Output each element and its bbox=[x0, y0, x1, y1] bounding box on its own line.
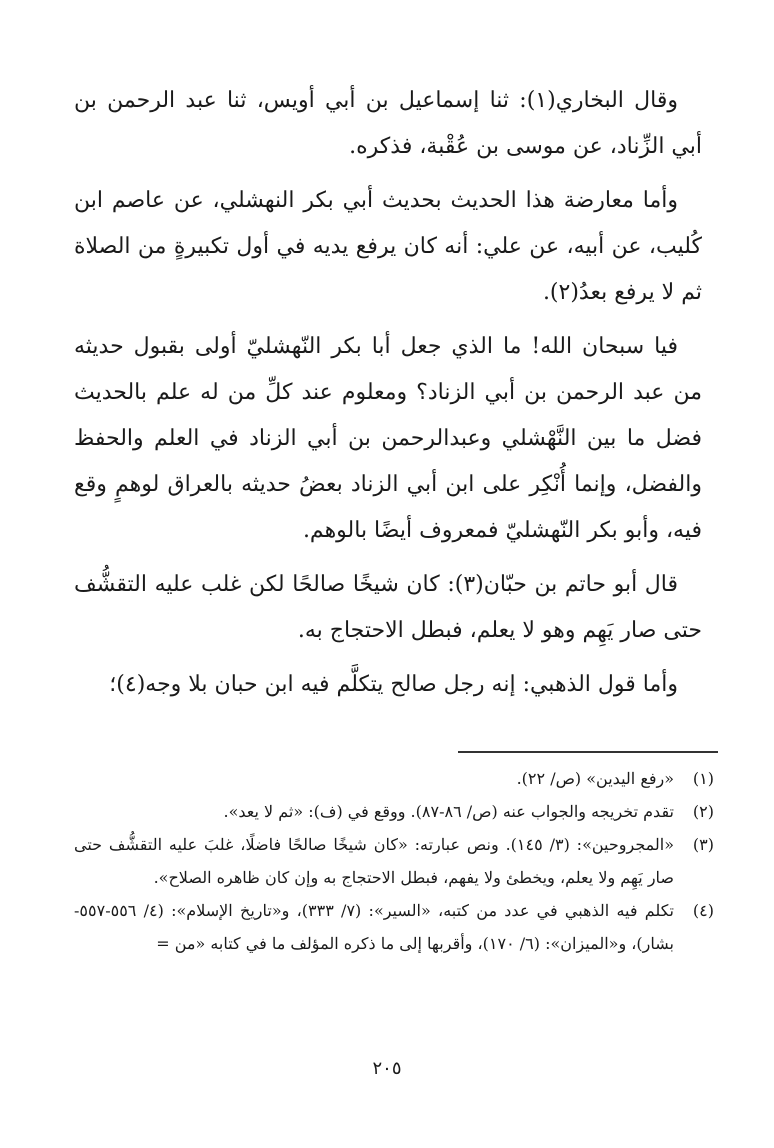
footnote-text: تكلم فيه الذهبي في عدد من كتبه، «السير»: (٧/ ٣٣٣)، و«تاريخ الإسلام»: (٤/ ٥٥٦-٥٥٧- بشار)، و«الميزان»: (٦/ ١٧٠)، وأقربها إلى ما ذكره المؤلف ما في كتابه «من = bbox=[74, 901, 674, 953]
footnotes bbox=[74, 762, 714, 960]
footnote-2 bbox=[74, 795, 714, 828]
paragraph-1: وقال البخاري(١): ثنا إسماعيل بن أبي أويس، ثنا عبد الرحمن بن أبي الزِّناد، عن موسى بن عُقْبة، فذكره. bbox=[74, 88, 702, 159]
footnote-number: (٣) bbox=[692, 835, 714, 854]
footnote-number: (١) bbox=[692, 769, 714, 788]
footnote-text: تقدم تخريجه والجواب عنه (ص/ ٨٦-٨٧). ووقع في (ف): «ثم لا يعد». bbox=[223, 802, 674, 821]
paragraph-2: وأما معارضة هذا الحديث بحديث أبي بكر النهشلي، عن عاصم ابن كُليب، عن أبيه، عن علي: أنه كان يرفع يديه في أول تكبيرةٍ من الصلاة ثم لا يرفع بعدُ(٢). bbox=[74, 188, 702, 305]
paragraph-5: وأما قول الذهبي: إنه رجل صالح يتكلَّم فيه ابن حبان بلا وجه(٤)؛ bbox=[109, 672, 678, 697]
footnote-1 bbox=[74, 762, 714, 795]
paragraph-4: قال أبو حاتم بن حبّان(٣): كان شيخًا صالحًا لكن غلب عليه التقشُّف حتى صار يَهِم وهو لا يعلم، فبطل الاحتجاج به. bbox=[74, 572, 702, 643]
footnote-number: (٢) bbox=[692, 802, 714, 821]
footnote-text: «المجروحين»: (٣/ ١٤٥). ونص عبارته: «كان شيخًا صالحًا فاضلًا، غلبَ عليه التقشُّف حتى صار يَهِم ولا يعلم، ويخطئ ولا يفهم، فبطل الاحتجاج به وإن كان ظاهره الصلاح». bbox=[74, 835, 675, 887]
main-text bbox=[74, 78, 702, 716]
footnote-3 bbox=[74, 828, 714, 894]
paragraph-3: فيا سبحان الله! ما الذي جعل أبا بكر النّهشليّ أولى بقبول حديثه من عبد الرحمن بن أبي الزناد؟ ومعلوم عند كلِّ من له علم بالحديث فضل ما بين النَّهْشلي وعبدالرحمن بن أبي الزناد في العلم والحفظ والفضل، وإنما أُنْكِر على ابن أبي الزناد بعضُ حديثه بالعراق لوهمٍ وقع فيه، وأبو بكر النّهشليّ فمعروف أيضًا بالوهم. bbox=[74, 334, 702, 543]
footnote-number: (٤) bbox=[692, 901, 714, 920]
footnote-4 bbox=[74, 894, 714, 960]
footnote-separator bbox=[458, 751, 718, 753]
footnote-text: «رفع اليدين» (ص/ ٢٢). bbox=[516, 769, 674, 788]
page-number: ٢٠٥ bbox=[372, 1058, 402, 1079]
